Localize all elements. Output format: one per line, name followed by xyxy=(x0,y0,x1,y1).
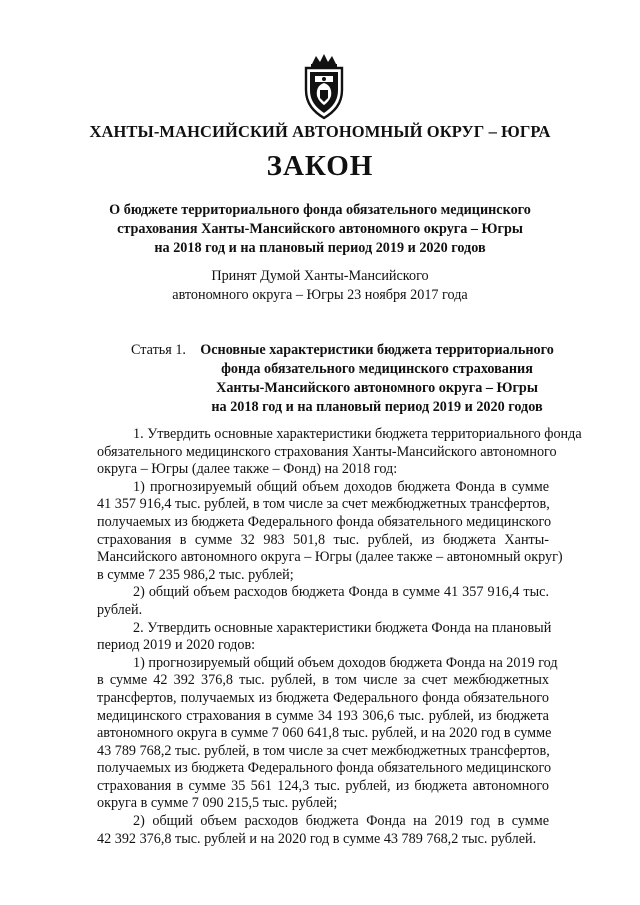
body-text-line: 2) общий объем расходов бюджета Фонда в сумме 41 357 916,4 тыс. xyxy=(133,584,549,601)
body-text-line: обязательного медицинского страхования Ханты-Мансийского автономного xyxy=(97,443,557,460)
body-text-line: период 2019 и 2020 годов: xyxy=(97,637,256,654)
article-title-line: на 2018 год и на плановый период 2019 и 2020 годов xyxy=(211,399,543,415)
body-text-line: в сумме 42 392 376,8 тыс. рублей, в том числе за счет межбюджетных xyxy=(97,672,549,689)
article-body-text xyxy=(97,426,582,848)
article-title xyxy=(197,341,557,417)
body-text-line: автономного округа в сумме 7 060 641,8 тыс. рублей, и на 2020 год в сумме xyxy=(97,725,552,742)
body-text-line: округа – Югры (далее также – Фонд) на 2018 год: xyxy=(97,461,398,478)
article-title-line: Основные характеристики бюджета территориального xyxy=(200,342,554,358)
article-heading xyxy=(131,341,571,417)
body-text-line: рублей. xyxy=(97,601,143,618)
coat-of-arms-emblem xyxy=(298,52,350,120)
article-number: Статья 1. xyxy=(131,342,186,358)
body-text-line: Мансийского автономного округа – Югры (далее также – автономный округ) xyxy=(97,549,563,566)
adoption-note xyxy=(0,267,640,305)
body-text-line: получаемых из бюджета Федерального фонда обязательного медицинского xyxy=(97,513,552,530)
law-subject xyxy=(0,201,640,258)
body-text-line: 43 789 768,2 тыс. рублей, в том числе за счет межбюджетных трансфертов, xyxy=(97,742,550,759)
article-title-line: фонда обязательного медицинского страхования xyxy=(221,361,533,377)
body-text-line: округа в сумме 7 090 215,5 тыс. рублей; xyxy=(97,795,338,812)
law-subject-line: на 2018 год и на плановый период 2019 и 2020 годов xyxy=(154,240,486,256)
body-text-line: 2) общий объем расходов бюджета Фонда на 2019 год в сумме xyxy=(133,813,549,830)
body-text-line: 1) прогнозируемый общий объем доходов бюджета Фонда на 2019 год xyxy=(133,654,558,671)
region-heading: ХАНТЫ-МАНСИЙСКИЙ АВТОНОМНЫЙ ОКРУГ – ЮГРА xyxy=(89,122,551,141)
body-text-line: медицинского страхования в сумме 34 193 306,6 тыс. рублей, из бюджета xyxy=(97,707,549,724)
body-text-line: 2. Утвердить основные характеристики бюджета Фонда на плановый xyxy=(133,619,552,636)
body-text-line: получаемых из бюджета Федерального фонда обязательного медицинского xyxy=(97,760,552,777)
document-type-title: ЗАКОН xyxy=(266,150,374,182)
adoption-note-line: автономного округа – Югры 23 ноября 2017 года xyxy=(172,287,468,303)
body-text-line: 1) прогнозируемый общий объем доходов бюджета Фонда в сумме xyxy=(133,478,549,495)
law-subject-line: О бюджете территориального фонда обязательного медицинского xyxy=(109,202,531,218)
adoption-note-line: Принят Думой Ханты-Мансийского xyxy=(211,268,429,284)
body-text-line: страхования в сумме 32 983 501,8 тыс. рублей, из бюджета Ханты- xyxy=(97,531,549,548)
body-text-line: 1. Утвердить основные характеристики бюджета территориального фонда xyxy=(133,426,582,442)
law-subject-line: страхования Ханты-Мансийского автономного округа – Югры xyxy=(117,221,523,237)
body-text-line: трансфертов, получаемых из бюджета Федерального фонда обязательного xyxy=(97,689,549,706)
article-title-line: Ханты-Мансийского автономного округа – Югры xyxy=(216,380,538,396)
body-text-line: в сумме 7 235 986,2 тыс. рублей; xyxy=(97,566,294,583)
body-text-line: 41 357 916,4 тыс. рублей, в том числе за счет межбюджетных трансфертов, xyxy=(97,496,550,513)
body-text-line: 42 392 376,8 тыс. рублей и на 2020 год в сумме 43 789 768,2 тыс. рублей. xyxy=(97,830,537,847)
body-text-line: страхования в сумме 35 561 124,3 тыс. рублей, из бюджета автономного xyxy=(97,777,549,794)
